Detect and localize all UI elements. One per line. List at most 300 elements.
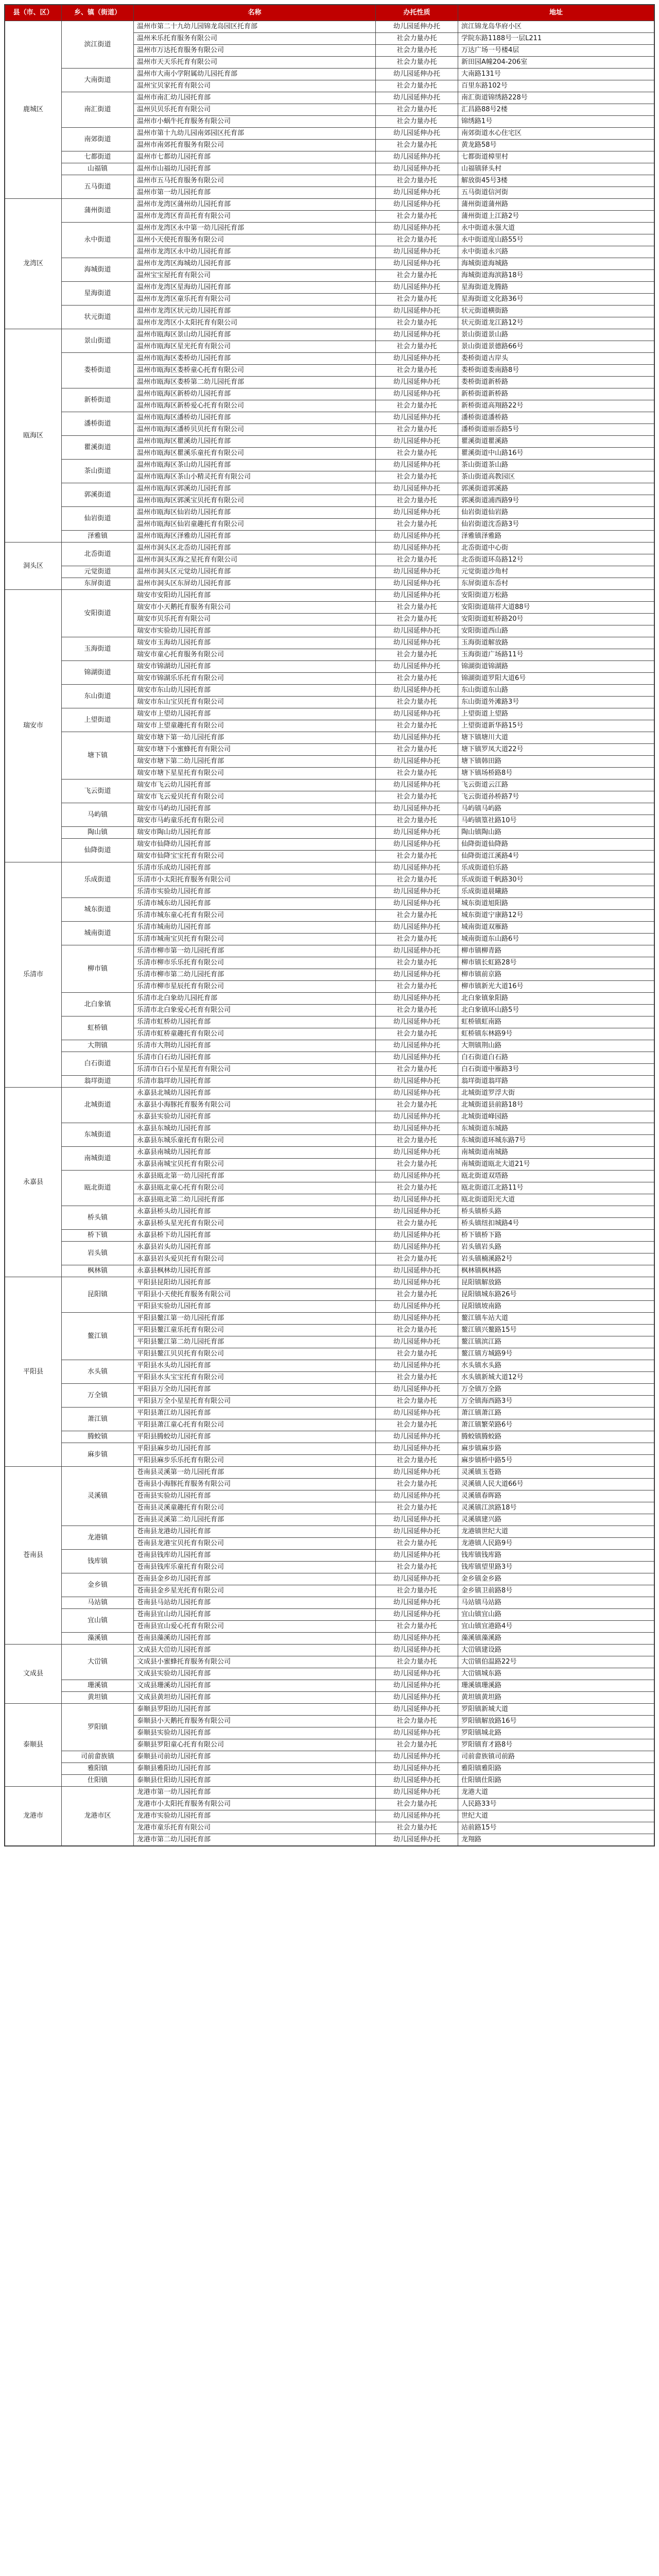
town-cell: 麻步镇	[62, 1443, 134, 1467]
table-row	[5, 258, 654, 270]
table-row	[5, 543, 654, 554]
address-cell: 茶山街道高教园区	[458, 471, 654, 483]
address-cell: 宜山镇宜港路4号	[458, 1621, 654, 1633]
name-cell: 泰顺县罗阳童心托育有限公司	[134, 1739, 376, 1751]
header-address: 地址	[458, 5, 654, 21]
address-cell: 茶山街道茶山路	[458, 460, 654, 471]
address-cell: 景山街道景山路	[458, 329, 654, 341]
table-row	[5, 1408, 654, 1419]
address-cell: 南郊街道水心住宅区	[458, 128, 654, 140]
nature-cell: 社会力量办托	[376, 1135, 458, 1147]
address-cell: 潘桥街道潘桥路	[458, 412, 654, 424]
town-cell: 茶山街道	[62, 460, 134, 483]
address-cell: 万全镇海西路3号	[458, 1396, 654, 1408]
town-cell: 南城街道	[62, 1147, 134, 1171]
nature-cell: 社会力量办托	[376, 1218, 458, 1230]
roster-sheet	[4, 4, 655, 1846]
nature-cell: 社会力量办托	[376, 116, 458, 128]
nature-cell: 幼儿园延伸办托	[376, 69, 458, 80]
nature-cell: 幼儿园延伸办托	[376, 685, 458, 697]
address-cell: 万全镇万全路	[458, 1384, 654, 1396]
address-cell: 东屏街道东岙村	[458, 578, 654, 590]
name-cell: 乐清市城东幼儿园托育部	[134, 898, 376, 910]
town-cell: 泽雅镇	[62, 531, 134, 543]
name-cell: 平阳县鳌江第一幼儿园托育部	[134, 1313, 376, 1325]
name-cell: 温州米乐托育服务有限公司	[134, 33, 376, 45]
nature-cell: 社会力量办托	[376, 448, 458, 460]
town-cell: 腾蛟镇	[62, 1431, 134, 1443]
table-row	[5, 1431, 654, 1443]
name-cell: 苍南县金乡幼儿园托育部	[134, 1573, 376, 1585]
name-cell: 乐清市北白象幼儿园托育部	[134, 993, 376, 1005]
address-cell: 安阳街道万松路	[458, 590, 654, 602]
nature-cell: 幼儿园延伸办托	[376, 1775, 458, 1787]
address-cell: 桥头镇纽扣城路4号	[458, 1218, 654, 1230]
nature-cell: 社会力量办托	[376, 1538, 458, 1550]
town-cell: 山福镇	[62, 163, 134, 175]
table-row	[5, 1763, 654, 1775]
address-cell: 万达广场一号楼4层	[458, 45, 654, 57]
address-cell: 安阳街道虹桥路20号	[458, 614, 654, 625]
address-cell: 东山街道外滩路3号	[458, 697, 654, 708]
town-cell: 钱库镇	[62, 1550, 134, 1573]
name-cell: 温州市南郊托育服务有限公司	[134, 140, 376, 151]
nature-cell: 社会力量办托	[376, 673, 458, 685]
name-cell: 温州市瓯海区仙岩童趣托育有限公司	[134, 519, 376, 531]
nature-cell: 幼儿园延伸办托	[376, 1016, 458, 1028]
nature-cell: 幼儿园延伸办托	[376, 1467, 458, 1479]
name-cell: 温州市龙湾区蒲州幼儿园托育部	[134, 199, 376, 211]
name-cell: 泰顺县司前幼儿园托育部	[134, 1751, 376, 1763]
address-cell: 锦湖街道罗阳大道6号	[458, 673, 654, 685]
table-row	[5, 175, 654, 187]
name-cell: 乐清市城东童心托育有限公司	[134, 910, 376, 922]
name-cell: 苍南县马站幼儿园托育部	[134, 1597, 376, 1609]
town-cell: 桥头镇	[62, 1206, 134, 1230]
name-cell: 瑞安市东山宝贝托育有限公司	[134, 697, 376, 708]
nature-cell: 社会力量办托	[376, 1822, 458, 1834]
nature-cell: 社会力量办托	[376, 1419, 458, 1431]
name-cell: 永嘉县北城幼儿园托育部	[134, 1088, 376, 1099]
nature-cell: 幼儿园延伸办托	[376, 898, 458, 910]
table-row	[5, 282, 654, 294]
nature-cell: 社会力量办托	[376, 1585, 458, 1597]
town-cell: 北白象镇	[62, 993, 134, 1016]
name-cell: 温州市瓯海区郭溪幼儿园托育部	[134, 483, 376, 495]
name-cell: 永嘉县实验幼儿园托育部	[134, 1111, 376, 1123]
name-cell: 文成县黄坦幼儿园托育部	[134, 1692, 376, 1704]
table-header	[5, 5, 654, 21]
address-cell: 鳌江镇方城路9号	[458, 1348, 654, 1360]
address-cell: 南城街道南城路	[458, 1147, 654, 1159]
header-county: 县（市、区）	[5, 5, 62, 21]
address-cell: 娄桥街道古岸头	[458, 353, 654, 365]
table-row	[5, 1206, 654, 1218]
nature-cell: 幼儿园延伸办托	[376, 1408, 458, 1419]
address-cell: 永中街道永强大道	[458, 223, 654, 234]
address-cell: 罗阳镇育才路8号	[458, 1739, 654, 1751]
name-cell: 平阳县小天使托育服务有限公司	[134, 1289, 376, 1301]
address-cell: 北城街道县前路18号	[458, 1099, 654, 1111]
address-cell: 灵溪镇建兴路	[458, 1514, 654, 1526]
name-cell: 苍南县灵溪童趣托育有限公司	[134, 1502, 376, 1514]
town-cell: 虹桥镇	[62, 1016, 134, 1040]
nature-cell: 幼儿园延伸办托	[376, 1787, 458, 1799]
table-row	[5, 1052, 654, 1064]
name-cell: 瑞安市塘下第一幼儿园托育部	[134, 732, 376, 744]
table-row	[5, 1313, 654, 1325]
nature-cell: 幼儿园延伸办托	[376, 969, 458, 981]
name-cell: 乐清市柳市星辰托育有限公司	[134, 981, 376, 993]
name-cell: 乐清市北白象爱心托育有限公司	[134, 1005, 376, 1016]
address-cell: 腾蛟镇腾蛟路	[458, 1431, 654, 1443]
address-cell: 乐成街道伯乐路	[458, 862, 654, 874]
name-cell: 龙港市第一幼儿园托育部	[134, 1787, 376, 1799]
address-cell: 星海街道文化路36号	[458, 294, 654, 306]
address-cell: 马屿镇篁社路10号	[458, 815, 654, 827]
address-cell: 娄桥街道新桥路	[458, 377, 654, 388]
nature-cell: 社会力量办托	[376, 1348, 458, 1360]
table-row	[5, 827, 654, 839]
table-row	[5, 1088, 654, 1099]
nature-cell: 社会力量办托	[376, 1099, 458, 1111]
town-cell: 桥下镇	[62, 1230, 134, 1242]
table-row	[5, 460, 654, 471]
town-cell: 新桥街道	[62, 388, 134, 412]
nature-cell: 幼儿园延伸办托	[376, 1123, 458, 1135]
address-cell: 龙港大道	[458, 1787, 654, 1799]
town-cell: 塘下镇	[62, 732, 134, 779]
address-cell: 塘下镇韩田路	[458, 756, 654, 768]
town-cell: 滨江街道	[62, 21, 134, 69]
nature-cell: 幼儿园延伸办托	[376, 1526, 458, 1538]
town-cell: 金乡镇	[62, 1573, 134, 1597]
name-cell: 苍南县灵溪第一幼儿园托育部	[134, 1467, 376, 1479]
name-cell: 瑞安市仙降幼儿园托育部	[134, 839, 376, 851]
town-cell: 南郊街道	[62, 128, 134, 151]
name-cell: 平阳县腾蛟幼儿园托育部	[134, 1431, 376, 1443]
nature-cell: 幼儿园延伸办托	[376, 1597, 458, 1609]
address-cell: 瓯北街道阳光大道	[458, 1194, 654, 1206]
address-cell: 状元街道横街路	[458, 306, 654, 317]
nature-cell: 社会力量办托	[376, 57, 458, 69]
town-cell: 上望街道	[62, 708, 134, 732]
nature-cell: 幼儿园延伸办托	[376, 1277, 458, 1289]
name-cell: 温州市龙湾区状元幼儿园托育部	[134, 306, 376, 317]
table-row	[5, 1123, 654, 1135]
address-cell: 世纪大道	[458, 1810, 654, 1822]
name-cell: 永嘉县瓯北第二幼儿园托育部	[134, 1194, 376, 1206]
name-cell: 乐清市虹桥幼儿园托育部	[134, 1016, 376, 1028]
name-cell: 温州小天使托育服务有限公司	[134, 234, 376, 246]
address-cell: 司前畲族镇司前路	[458, 1751, 654, 1763]
county-cell: 文成县	[5, 1645, 62, 1704]
address-cell: 北岙街道中心街	[458, 543, 654, 554]
nature-cell: 幼儿园延伸办托	[376, 412, 458, 424]
address-cell: 水头镇新城大道12号	[458, 1372, 654, 1384]
address-cell: 南汇街道锦绣路228号	[458, 92, 654, 104]
nature-cell: 幼儿园延伸办托	[376, 1206, 458, 1218]
nature-cell: 幼儿园延伸办托	[376, 1609, 458, 1621]
nature-cell: 社会力量办托	[376, 1182, 458, 1194]
table-row	[5, 1775, 654, 1787]
table-row	[5, 578, 654, 590]
address-cell: 虹桥镇东林路9号	[458, 1028, 654, 1040]
name-cell: 温州市第一幼儿园托育部	[134, 187, 376, 199]
town-cell: 龙港镇	[62, 1526, 134, 1550]
address-cell: 娄桥街道娄南路8号	[458, 365, 654, 377]
table-row	[5, 21, 654, 33]
name-cell: 乐清市实验幼儿园托育部	[134, 886, 376, 898]
name-cell: 泰顺县罗阳幼儿园托育部	[134, 1704, 376, 1716]
town-cell: 翁垟街道	[62, 1076, 134, 1088]
nature-cell: 社会力量办托	[376, 45, 458, 57]
table-row	[5, 1265, 654, 1277]
nature-cell: 幼儿园延伸办托	[376, 258, 458, 270]
nature-cell: 社会力量办托	[376, 768, 458, 779]
name-cell: 平阳县麻步乐乐托育有限公司	[134, 1455, 376, 1467]
name-cell: 永嘉县瓯北童心托育有限公司	[134, 1182, 376, 1194]
name-cell: 温州市瓯海区潘桥贝贝托育有限公司	[134, 424, 376, 436]
name-cell: 永嘉县瓯北第一幼儿园托育部	[134, 1171, 376, 1182]
name-cell: 温州市龙湾区永中幼儿园托育部	[134, 246, 376, 258]
nature-cell: 幼儿园延伸办托	[376, 1633, 458, 1645]
table-row	[5, 1633, 654, 1645]
county-cell: 苍南县	[5, 1467, 62, 1645]
address-cell: 仙降街道仙降路	[458, 839, 654, 851]
nature-cell: 社会力量办托	[376, 1621, 458, 1633]
address-cell: 泽雅镇泽雅路	[458, 531, 654, 543]
nature-cell: 幼儿园延伸办托	[376, 377, 458, 388]
town-cell: 东城街道	[62, 1123, 134, 1147]
name-cell: 温州市瓯海区新桥爱心托育有限公司	[134, 400, 376, 412]
nature-cell: 幼儿园延伸办托	[376, 637, 458, 649]
name-cell: 永嘉县桥下幼儿园托育部	[134, 1230, 376, 1242]
address-cell: 瞿溪街道中山路16号	[458, 448, 654, 460]
table-row	[5, 1242, 654, 1253]
nature-cell: 幼儿园延伸办托	[376, 1751, 458, 1763]
name-cell: 文成县大峃幼儿园托育部	[134, 1645, 376, 1656]
address-cell: 塘下镇场桥路8号	[458, 768, 654, 779]
name-cell: 乐清市大荆幼儿园托育部	[134, 1040, 376, 1052]
name-cell: 苍南县藻溪幼儿园托育部	[134, 1633, 376, 1645]
address-cell: 水头镇水头路	[458, 1360, 654, 1372]
name-cell: 苍南县宜山爱心托育有限公司	[134, 1621, 376, 1633]
nature-cell: 社会力量办托	[376, 270, 458, 282]
nature-cell: 幼儿园延伸办托	[376, 92, 458, 104]
header-row	[5, 5, 654, 21]
town-cell: 白石街道	[62, 1052, 134, 1076]
address-cell: 北城街道罗浮大街	[458, 1088, 654, 1099]
nature-cell: 社会力量办托	[376, 851, 458, 862]
name-cell: 瑞安市贝乐托育有限公司	[134, 614, 376, 625]
nature-cell: 幼儿园延伸办托	[376, 1727, 458, 1739]
table-row	[5, 128, 654, 140]
address-cell: 蒲州街道蒲州路	[458, 199, 654, 211]
table-row	[5, 685, 654, 697]
nature-cell: 幼儿园延伸办托	[376, 151, 458, 163]
address-cell: 解放街45号3楼	[458, 175, 654, 187]
address-cell: 柳市镇前京路	[458, 969, 654, 981]
nature-cell: 幼儿园延伸办托	[376, 1431, 458, 1443]
town-cell: 马屿镇	[62, 803, 134, 827]
name-cell: 瑞安市玉海幼儿园托育部	[134, 637, 376, 649]
table-row	[5, 1384, 654, 1396]
name-cell: 泰顺县小天鹅托育服务有限公司	[134, 1716, 376, 1727]
name-cell: 乐清市城南宝贝托育有限公司	[134, 934, 376, 945]
name-cell: 温州市龙湾区育苗托育有限公司	[134, 211, 376, 223]
name-cell: 温州市瓯海区潘桥幼儿园托育部	[134, 412, 376, 424]
town-cell: 东山街道	[62, 685, 134, 708]
name-cell: 永嘉县东城乐童托育有限公司	[134, 1135, 376, 1147]
nature-cell: 幼儿园延伸办托	[376, 1490, 458, 1502]
name-cell: 永嘉县南城宝贝托育有限公司	[134, 1159, 376, 1171]
name-cell: 永嘉县桥头星光托育有限公司	[134, 1218, 376, 1230]
nature-cell: 社会力量办托	[376, 471, 458, 483]
town-cell: 玉海街道	[62, 637, 134, 661]
name-cell: 温州市瓯海区娄桥幼儿园托育部	[134, 353, 376, 365]
nature-cell: 社会力量办托	[376, 1562, 458, 1573]
nature-cell: 社会力量办托	[376, 981, 458, 993]
nature-cell: 幼儿园延伸办托	[376, 839, 458, 851]
address-cell: 大南路131号	[458, 69, 654, 80]
name-cell: 温州市瓯海区瞿溪乐童托育有限公司	[134, 448, 376, 460]
table-row	[5, 922, 654, 934]
header-nature: 办托性质	[376, 5, 458, 21]
town-cell: 大荆镇	[62, 1040, 134, 1052]
address-cell: 滨江锦龙岛华府小区	[458, 21, 654, 33]
address-cell: 龙港镇人民路9号	[458, 1538, 654, 1550]
nature-cell: 幼儿园延伸办托	[376, 1810, 458, 1822]
address-cell: 海城街道海城路	[458, 258, 654, 270]
name-cell: 瑞安市锦湖乐乐托育有限公司	[134, 673, 376, 685]
name-cell: 乐清市柳市乐乐托育有限公司	[134, 957, 376, 969]
name-cell: 文成县实验幼儿园托育部	[134, 1668, 376, 1680]
address-cell: 麻步镇桥中路5号	[458, 1455, 654, 1467]
town-cell: 仙岩街道	[62, 507, 134, 531]
address-cell: 金乡镇卫前路8号	[458, 1585, 654, 1597]
table-row	[5, 223, 654, 234]
table-row	[5, 945, 654, 957]
town-cell: 东屏街道	[62, 578, 134, 590]
nature-cell: 幼儿园延伸办托	[376, 1704, 458, 1716]
table-row	[5, 732, 654, 744]
nature-cell: 幼儿园延伸办托	[376, 531, 458, 543]
table-row	[5, 1680, 654, 1692]
address-cell: 塘下镇塘川大道	[458, 732, 654, 744]
address-cell: 柳市镇柳青路	[458, 945, 654, 957]
address-cell: 陶山镇陶山路	[458, 827, 654, 839]
name-cell: 苍南县钱库幼儿园托育部	[134, 1550, 376, 1562]
nature-cell: 幼儿园延伸办托	[376, 922, 458, 934]
table-body	[5, 21, 654, 1846]
town-cell: 陶山镇	[62, 827, 134, 839]
name-cell: 瑞安市实验幼儿园托育部	[134, 625, 376, 637]
town-cell: 星海街道	[62, 282, 134, 306]
town-cell: 昆阳镇	[62, 1277, 134, 1313]
address-cell: 瓯北街道江北路11号	[458, 1182, 654, 1194]
nature-cell: 幼儿园延伸办托	[376, 708, 458, 720]
nature-cell: 社会力量办托	[376, 1253, 458, 1265]
table-row	[5, 779, 654, 791]
table-row	[5, 1787, 654, 1799]
name-cell: 平阳县实验幼儿园托育部	[134, 1301, 376, 1313]
address-cell: 锦湖街道锦湖路	[458, 661, 654, 673]
nature-cell: 幼儿园延伸办托	[376, 1194, 458, 1206]
address-cell: 星海街道龙腾路	[458, 282, 654, 294]
nature-cell: 社会力量办托	[376, 649, 458, 661]
address-cell: 东城街道环城东路7号	[458, 1135, 654, 1147]
address-cell: 柳市镇新光大道16号	[458, 981, 654, 993]
table-row	[5, 1573, 654, 1585]
nature-cell: 社会力量办托	[376, 1028, 458, 1040]
name-cell: 永嘉县小海豚托育服务有限公司	[134, 1099, 376, 1111]
nature-cell: 社会力量办托	[376, 211, 458, 223]
town-cell: 娄桥街道	[62, 353, 134, 388]
address-cell: 安阳街道西山路	[458, 625, 654, 637]
address-cell: 山福镇驿头村	[458, 163, 654, 175]
name-cell: 温州市小蜗牛托育服务有限公司	[134, 116, 376, 128]
nature-cell: 幼儿园延伸办托	[376, 1443, 458, 1455]
table-row	[5, 1171, 654, 1182]
name-cell: 温州市瓯海区星光托育有限公司	[134, 341, 376, 353]
name-cell: 苍南县宜山幼儿园托育部	[134, 1609, 376, 1621]
table-row	[5, 436, 654, 448]
county-cell: 瓯海区	[5, 329, 62, 543]
header-town: 乡、镇（街道）	[62, 5, 134, 21]
name-cell: 瑞安市塘下星星托育有限公司	[134, 768, 376, 779]
name-cell: 瑞安市飞云幼儿园托育部	[134, 779, 376, 791]
town-cell: 南汇街道	[62, 92, 134, 128]
address-cell: 马屿镇马屿路	[458, 803, 654, 815]
name-cell: 泰顺县仕阳幼儿园托育部	[134, 1775, 376, 1787]
nature-cell: 社会力量办托	[376, 934, 458, 945]
table-row	[5, 1645, 654, 1656]
town-cell: 乐成街道	[62, 862, 134, 898]
name-cell: 龙港市第二幼儿园托育部	[134, 1834, 376, 1846]
table-row	[5, 1360, 654, 1372]
nature-cell: 幼儿园延伸办托	[376, 1692, 458, 1704]
name-cell: 龙港市实验幼儿园托育部	[134, 1810, 376, 1822]
nature-cell: 幼儿园延伸办托	[376, 566, 458, 578]
town-cell: 马站镇	[62, 1597, 134, 1609]
name-cell: 平阳县水头幼儿园托育部	[134, 1360, 376, 1372]
town-cell: 龙港市区	[62, 1787, 134, 1846]
name-cell: 温州市瓯海区泽雅幼儿园托育部	[134, 531, 376, 543]
name-cell: 平阳县鳌江第二幼儿园托育部	[134, 1336, 376, 1348]
nature-cell: 幼儿园延伸办托	[376, 187, 458, 199]
nature-cell: 幼儿园延伸办托	[376, 246, 458, 258]
name-cell: 温州市天天乐托育有限公司	[134, 57, 376, 69]
name-cell: 温州市瓯海区娄桥第二幼儿园托育部	[134, 377, 376, 388]
nature-cell: 社会力量办托	[376, 1739, 458, 1751]
town-cell: 岩头镇	[62, 1242, 134, 1265]
town-cell: 灵溪镇	[62, 1467, 134, 1526]
table-row	[5, 1147, 654, 1159]
address-cell: 北白象镇象阳路	[458, 993, 654, 1005]
address-cell: 龙港镇世纪大道	[458, 1526, 654, 1538]
address-cell: 藻溪镇藻溪路	[458, 1633, 654, 1645]
address-cell: 站前路15号	[458, 1822, 654, 1834]
address-cell: 大荆镇荆山路	[458, 1040, 654, 1052]
address-cell: 瓯北街道双塔路	[458, 1171, 654, 1182]
name-cell: 苍南县钱库乐童托育有限公司	[134, 1562, 376, 1573]
name-cell: 平阳县水头宝宝托育有限公司	[134, 1372, 376, 1384]
nature-cell: 社会力量办托	[376, 744, 458, 756]
nature-cell: 社会力量办托	[376, 424, 458, 436]
nature-cell: 社会力量办托	[376, 910, 458, 922]
table-row	[5, 708, 654, 720]
